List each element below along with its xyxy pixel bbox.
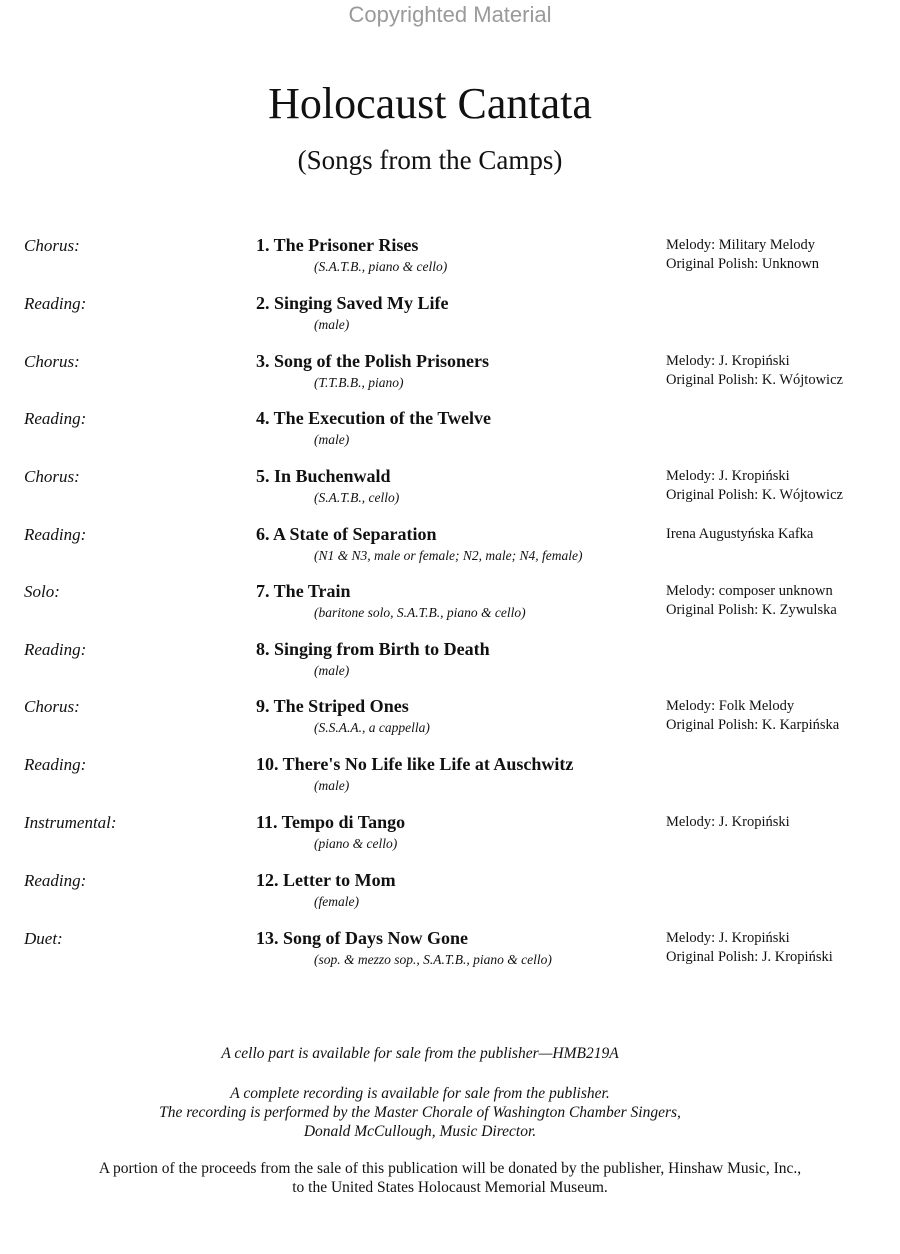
recording-note-line: The recording is performed by the Master Chorale of Washington Chamber Singers, bbox=[159, 1104, 681, 1121]
entry-voicing: (male) bbox=[314, 432, 350, 447]
entry-title: 7. The Train bbox=[256, 581, 351, 601]
entry-melody-credit: Melody: composer unknown bbox=[666, 583, 833, 599]
entry-title: 2. Singing Saved My Life bbox=[256, 293, 449, 313]
entry-title: 8. Singing from Birth to Death bbox=[256, 639, 490, 659]
entry-melody-credit: Melody: J. Kropiński bbox=[666, 353, 790, 369]
entry-voicing: (male) bbox=[314, 317, 350, 332]
entry-type: Duet: bbox=[24, 929, 63, 948]
entry-type: Reading: bbox=[24, 525, 87, 544]
proceeds-note-line: A portion of the proceeds from the sale of this publication will be donated by the publisher, Hinshaw Music, Inc., bbox=[98, 1160, 802, 1177]
entry-credits bbox=[666, 525, 813, 544]
contents-entry bbox=[0, 929, 900, 979]
entry-melody-credit: Melody: J. Kropiński bbox=[666, 930, 790, 946]
contents-entry bbox=[0, 871, 900, 921]
entry-polish-credit: Original Polish: Unknown bbox=[666, 256, 820, 272]
entry-melody-credit: Melody: J. Kropiński bbox=[666, 468, 790, 484]
entry-type: Solo: bbox=[24, 582, 60, 601]
proceeds-note bbox=[0, 1159, 900, 1197]
entry-credits bbox=[666, 697, 839, 735]
contents-entry bbox=[0, 525, 900, 575]
copyright-watermark: Copyrighted Material bbox=[348, 2, 552, 27]
entry-voicing: (T.T.B.B., piano) bbox=[314, 375, 404, 390]
entry-type: Chorus: bbox=[24, 697, 80, 716]
entry-polish-credit: Original Polish: K. Karpińska bbox=[666, 717, 840, 733]
entry-credits bbox=[666, 467, 843, 505]
contents-entry bbox=[0, 409, 900, 459]
entry-credits bbox=[666, 352, 843, 390]
entry-voicing: (baritone solo, S.A.T.B., piano & cello) bbox=[314, 605, 526, 620]
entry-type: Reading: bbox=[24, 294, 87, 313]
entry-author-credit: Irena Augustyńska Kafka bbox=[666, 526, 814, 542]
contents-entry bbox=[0, 352, 900, 402]
entry-credits bbox=[666, 929, 833, 967]
entry-title: 1. The Prisoner Rises bbox=[256, 235, 419, 255]
entry-polish-credit: Original Polish: K. Zywulska bbox=[666, 602, 837, 618]
entry-title: 3. Song of the Polish Prisoners bbox=[256, 351, 490, 371]
contents-entry bbox=[0, 467, 900, 517]
entry-type: Chorus: bbox=[24, 467, 80, 486]
entry-credits bbox=[666, 813, 790, 832]
entry-title: 9. The Striped Ones bbox=[256, 696, 409, 716]
entry-type: Chorus: bbox=[24, 352, 80, 371]
cello-part-note: A cello part is available for sale from the publisher—HMB219A bbox=[221, 1045, 619, 1062]
entry-type: Reading: bbox=[24, 409, 87, 428]
contents-entry bbox=[0, 582, 900, 632]
entry-polish-credit: Original Polish: K. Wójtowicz bbox=[666, 487, 843, 503]
entry-credits bbox=[666, 236, 819, 274]
contents-entry bbox=[0, 640, 900, 690]
entry-voicing: (S.A.T.B., piano & cello) bbox=[314, 259, 448, 274]
entry-polish-credit: Original Polish: K. Wójtowicz bbox=[666, 372, 843, 388]
entry-voicing: (male) bbox=[314, 778, 350, 793]
page-title: Holocaust Cantata bbox=[268, 79, 592, 128]
entry-title: 4. The Execution of the Twelve bbox=[256, 408, 491, 428]
recording-note-line: A complete recording is available for sale from the publisher. bbox=[230, 1085, 610, 1102]
contents-entry bbox=[0, 294, 900, 344]
entry-type: Reading: bbox=[24, 640, 87, 659]
entry-voicing: (sop. & mezzo sop., S.A.T.B., piano & cello) bbox=[314, 952, 552, 967]
entry-title: 13. Song of Days Now Gone bbox=[256, 928, 469, 948]
entry-title: 12. Letter to Mom bbox=[256, 870, 396, 890]
entry-voicing: (piano & cello) bbox=[314, 836, 398, 851]
entry-voicing: (male) bbox=[314, 663, 350, 678]
entry-melody-credit: Melody: J. Kropiński bbox=[666, 814, 790, 830]
contents-entry bbox=[0, 813, 900, 863]
entry-melody-credit: Melody: Military Melody bbox=[666, 237, 816, 253]
entry-voicing: (N1 & N3, male or female; N2, male; N4, female) bbox=[314, 548, 583, 563]
entry-title: 11. Tempo di Tango bbox=[256, 812, 406, 832]
entry-polish-credit: Original Polish: J. Kropiński bbox=[666, 949, 833, 965]
entry-type: Chorus: bbox=[24, 236, 80, 255]
contents-entry bbox=[0, 755, 900, 805]
contents-entry bbox=[0, 236, 900, 286]
entry-title: 6. A State of Separation bbox=[256, 524, 437, 544]
recording-note-line: Donald McCullough, Music Director. bbox=[303, 1123, 537, 1140]
entry-voicing: (S.S.A.A., a cappella) bbox=[314, 720, 430, 735]
entry-melody-credit: Melody: Folk Melody bbox=[666, 698, 795, 714]
entry-title: 10. There's No Life like Life at Auschwitz bbox=[256, 754, 574, 774]
recording-note bbox=[60, 1084, 780, 1141]
page-subtitle: (Songs from the Camps) bbox=[297, 145, 563, 175]
entry-type: Reading: bbox=[24, 871, 87, 890]
entry-type: Instrumental: bbox=[24, 813, 117, 832]
entry-title: 5. In Buchenwald bbox=[256, 466, 391, 486]
contents-entry bbox=[0, 697, 900, 747]
entry-voicing: (female) bbox=[314, 894, 359, 909]
entry-credits bbox=[666, 582, 837, 620]
proceeds-note-line: to the United States Holocaust Memorial Museum. bbox=[292, 1179, 608, 1196]
entry-type: Reading: bbox=[24, 755, 87, 774]
entry-voicing: (S.A.T.B., cello) bbox=[314, 490, 400, 505]
